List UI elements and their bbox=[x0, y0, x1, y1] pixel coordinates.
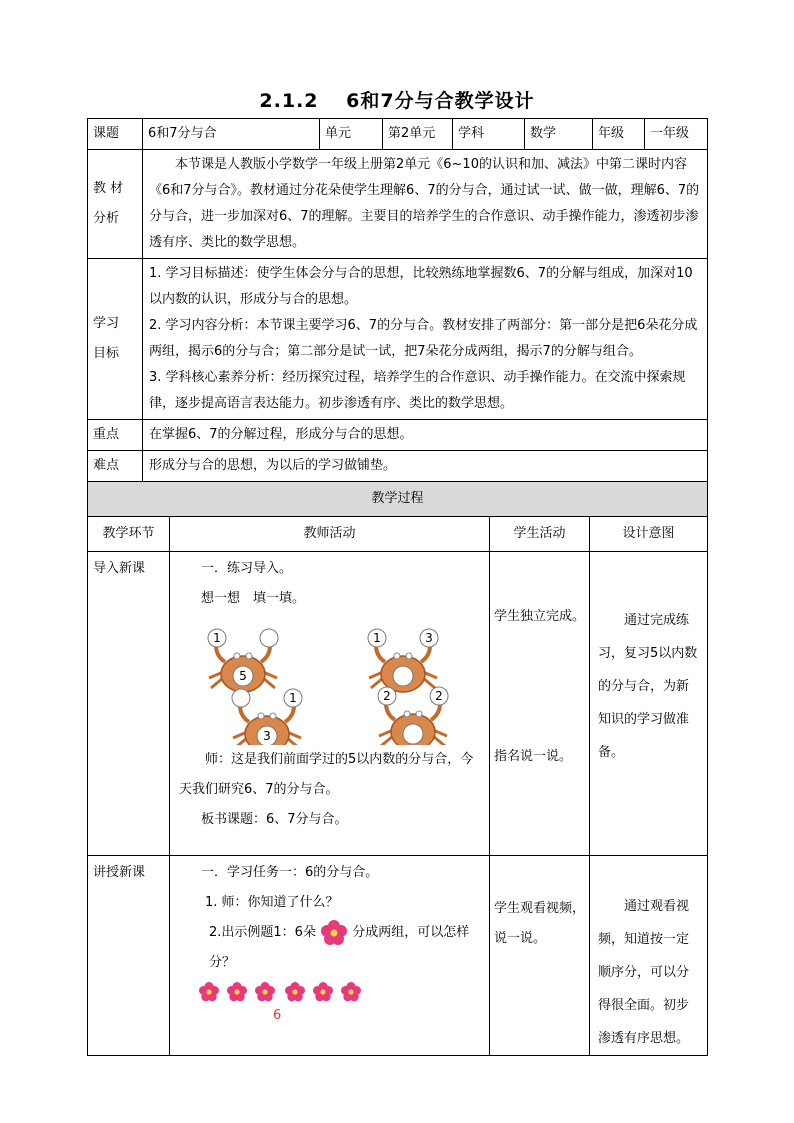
crab-3-right: 1 bbox=[289, 691, 297, 705]
intro-line-1: 一．练习导入。 bbox=[201, 561, 293, 576]
crab-2-left: 1 bbox=[373, 631, 381, 645]
crab-2-right: 3 bbox=[425, 631, 433, 645]
intro-line-3: 师：这是我们前面学过的5以内数的分与合，今天我们研究6、7的分与合。 bbox=[179, 752, 474, 797]
student-intro-2: 指名说一说。 bbox=[494, 749, 573, 764]
flower-3 bbox=[255, 982, 275, 1001]
new-line-2: 1. 师：你知道了什么？ bbox=[205, 895, 339, 910]
teacher-intro bbox=[170, 552, 490, 856]
goals-label: 学习 目标 bbox=[88, 259, 143, 420]
intent-intro: 通过完成练习，复习5以内数的分与合，为新知识的学习做准备。 bbox=[590, 552, 708, 856]
student-intro bbox=[490, 552, 590, 856]
header-teacher: 教师活动 bbox=[170, 517, 490, 552]
intro-line-2: 想一想 填一填。 bbox=[201, 591, 306, 606]
subject-value: 数学 bbox=[525, 119, 593, 150]
crab-illustration bbox=[195, 620, 495, 745]
difficulty-text: 形成分与合的思想，为以后的学习做铺垫。 bbox=[143, 451, 708, 482]
flower-icon bbox=[320, 920, 348, 946]
lesson-label: 课题 bbox=[88, 119, 143, 150]
page-title: 2.1.2 6和7分与合教学设计 bbox=[259, 90, 535, 112]
header-student: 学生活动 bbox=[490, 517, 590, 552]
intro-line-4: 板书课题：6、7分与合。 bbox=[201, 812, 348, 827]
info-table bbox=[87, 118, 708, 482]
crab-1-body: 5 bbox=[239, 669, 247, 683]
crab-3-body: 3 bbox=[263, 729, 271, 743]
header-stage: 教学环节 bbox=[88, 517, 170, 552]
analysis-text: 本节课是人教版小学数学一年级上册第2单元《6~10的认识和加、减法》中第二课时内容《6和7分与合》。教材通过分花朵使学生理解6、7的分与合，通过试一试、做一做，理解6、7的分与合，进一步加深对6、7的理解。主要目的培养学生的合作意识、动手操作能力，渗透初步渗透有序、类比的数学思想。 bbox=[143, 150, 708, 259]
stage-new: 讲授新课 bbox=[88, 856, 170, 1056]
goal-2: 2. 学习内容分析：本节课主要学习6、7的分与合。教材安排了两部分：第一部分是把6朵花分成两组，揭示6的分与合；第二部分是试一试，把7朵花分成两组，揭示7的分解与组合。 bbox=[149, 318, 698, 359]
analysis-label: 教 材 分析 bbox=[88, 150, 143, 259]
flower-5 bbox=[313, 982, 333, 1001]
key-label: 重点 bbox=[88, 420, 143, 451]
unit-label: 单元 bbox=[320, 119, 383, 150]
new-line-3: 2.出示例题1：6朵 分成两组，可以怎样分？ bbox=[175, 918, 484, 978]
unit-value: 第2单元 bbox=[383, 119, 453, 150]
intent-new: 通过观看视频，知道按一定顺序分，可以分得很全面。初步渗透有序思想。 bbox=[590, 856, 708, 1056]
flower-6 bbox=[341, 982, 361, 1001]
flower-row bbox=[197, 980, 377, 1004]
process-banner: 教学过程 bbox=[88, 482, 708, 517]
flower-count: 6 bbox=[273, 1008, 282, 1023]
grade-label: 年级 bbox=[593, 119, 645, 150]
stage-intro: 导入新课 bbox=[88, 552, 170, 856]
flower-2 bbox=[227, 982, 247, 1001]
goals-cell bbox=[143, 259, 708, 420]
grade-value: 一年级 bbox=[645, 119, 708, 150]
process-table bbox=[87, 481, 708, 1056]
new-line-1: 一．学习任务一：6的分与合。 bbox=[201, 865, 379, 880]
lesson-value: 6和7分与合 bbox=[143, 119, 320, 150]
crab-1-left: 1 bbox=[213, 631, 221, 645]
difficulty-label: 难点 bbox=[88, 451, 143, 482]
flower-4 bbox=[285, 982, 305, 1001]
student-new: 学生观看视频，说一说。 bbox=[490, 856, 590, 1056]
goal-3: 3. 学科核心素养分析：经历探究过程，培养学生的合作意识、动手操作能力。在交流中探索规律，逐步提高语言表达能力。初步渗透有序、类比的数学思想。 bbox=[149, 370, 686, 411]
crab-4-right: 2 bbox=[435, 689, 443, 703]
flower-1 bbox=[199, 982, 219, 1001]
subject-label: 学科 bbox=[453, 119, 525, 150]
crab-4-left: 2 bbox=[383, 689, 391, 703]
teacher-new bbox=[170, 856, 490, 1056]
key-text: 在掌握6、7的分解过程，形成分与合的思想。 bbox=[143, 420, 708, 451]
student-intro-1: 学生独立完成。 bbox=[494, 609, 586, 624]
header-intent: 设计意图 bbox=[590, 517, 708, 552]
goal-1: 1. 学习目标描述：使学生体会分与合的思想，比较熟练地掌握数6、7的分解与组成，加深对10以内数的认识，形成分与合的思想。 bbox=[149, 266, 693, 307]
